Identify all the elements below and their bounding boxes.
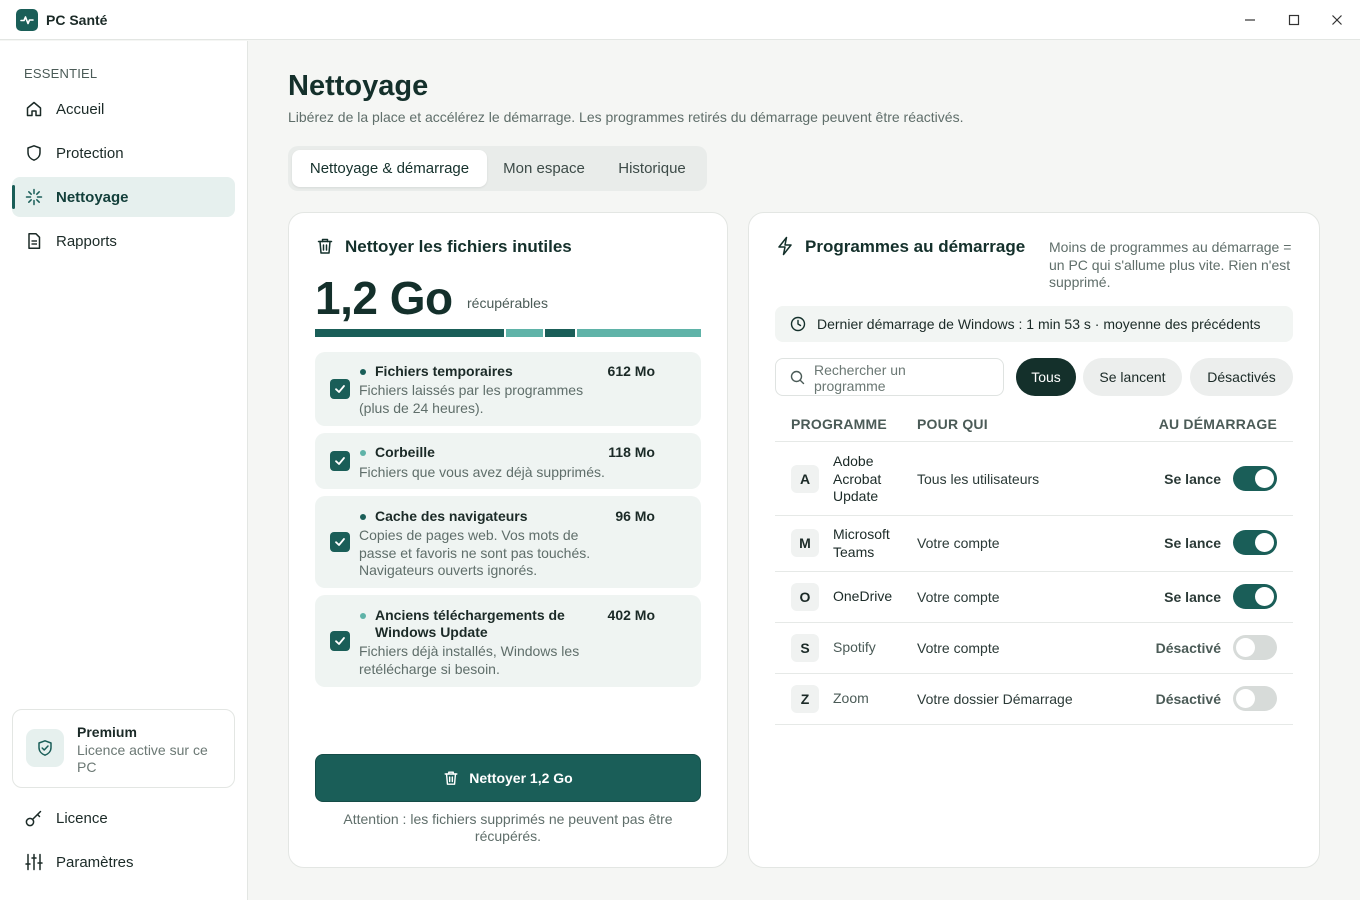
- trash-icon: [443, 770, 459, 786]
- divider: [775, 571, 1293, 572]
- item-desc: Fichiers que vous avez déjà supprimés.: [359, 464, 605, 480]
- tab-mon-espace[interactable]: Mon espace: [503, 160, 585, 177]
- startup-title: Programmes au démarrage: [805, 237, 1026, 256]
- startup-note: Moins de programmes au démarrage = un PC qui s'allume plus vite. Rien n'est supprimé.: [1049, 239, 1292, 290]
- item-name: Cache des navigateurs: [375, 508, 528, 524]
- sliders-icon: [24, 852, 44, 872]
- item-size: 612 Mo: [607, 363, 655, 379]
- sidebar-item-rapports[interactable]: [12, 221, 235, 261]
- sidebar-item-label: Nettoyage: [56, 188, 129, 206]
- cleanup-size-bar: [315, 329, 701, 337]
- lightning-icon: [776, 236, 794, 261]
- clock-icon: [790, 316, 806, 337]
- startup-toggle[interactable]: [1233, 584, 1277, 609]
- search-input[interactable]: [775, 358, 1004, 396]
- program-state: Désactivé: [1155, 640, 1221, 656]
- cleanup-item-temp[interactable]: [315, 352, 701, 426]
- item-size: 118 Mo: [608, 444, 655, 460]
- item-desc: Fichiers laissés par les programmes (plus de 24 heures).: [359, 382, 584, 416]
- program-who: Votre compte: [917, 535, 1000, 551]
- cleanup-total-unit: récupérables: [467, 295, 548, 311]
- item-dot: [360, 369, 366, 375]
- startup-toggle[interactable]: [1233, 635, 1277, 660]
- cleanup-total: 1,2 Go: [315, 272, 453, 324]
- size-bar-segment: [545, 329, 575, 337]
- document-icon: [24, 231, 44, 251]
- sidebar-item-label: Rapports: [56, 232, 117, 250]
- filter-tous[interactable]: Tous: [1016, 358, 1076, 396]
- program-letter: Z: [791, 685, 819, 713]
- program-who: Tous les utilisateurs: [917, 471, 1040, 487]
- item-size: 96 Mo: [615, 508, 655, 524]
- app-title: PC Santé: [46, 12, 108, 28]
- title-bar: [0, 0, 1360, 40]
- item-desc: Fichiers déjà installés, Windows les retélécharge si besoin.: [359, 643, 580, 677]
- program-letter: O: [791, 583, 819, 611]
- sidebar-item-nettoyage[interactable]: [12, 177, 235, 217]
- checkbox[interactable]: [330, 532, 350, 552]
- filter-desactives[interactable]: Désactivés: [1190, 358, 1293, 396]
- checkbox[interactable]: [330, 631, 350, 651]
- program-name: Adobe Acrobat Update: [833, 453, 882, 504]
- program-state: Désactivé: [1155, 691, 1221, 707]
- trash-icon: [316, 237, 334, 260]
- sidebar-item-label: Accueil: [56, 100, 105, 118]
- program-state: Se lance: [1164, 535, 1221, 551]
- program-who: Votre compte: [917, 640, 1000, 656]
- divider: [775, 515, 1293, 516]
- sparkle-icon: [24, 187, 44, 207]
- divider: [775, 724, 1293, 725]
- startup-card: [748, 212, 1320, 868]
- checkbox[interactable]: [330, 379, 350, 399]
- tab-historique[interactable]: Historique: [618, 160, 686, 177]
- cleanup-item-windows-update[interactable]: [315, 595, 701, 687]
- divider: [775, 622, 1293, 623]
- tab-nettoyage-demarrage[interactable]: Nettoyage & démarrage: [292, 150, 487, 187]
- column-header-programme: PROGRAMME: [791, 416, 887, 432]
- item-name: Fichiers temporaires: [375, 363, 513, 379]
- sidebar-item-accueil[interactable]: [12, 89, 235, 129]
- checkbox[interactable]: [330, 451, 350, 471]
- item-name: Corbeille: [375, 444, 435, 460]
- cleanup-item-browser-cache[interactable]: [315, 496, 701, 588]
- item-name: Anciens téléchargements de Windows Update: [375, 607, 565, 640]
- shield-icon: [24, 143, 44, 163]
- program-state: Se lance: [1164, 589, 1221, 605]
- search-placeholder: Rechercher un programme: [814, 362, 906, 394]
- divider: [775, 441, 1293, 442]
- item-desc: Copies de pages web. Vos mots de passe et favoris ne sont pas touchés. Navigateurs ouverts ignorés.: [359, 527, 591, 578]
- filter-se-lancent[interactable]: Se lancent: [1083, 358, 1182, 396]
- program-who: Votre dossier Démarrage: [917, 691, 1073, 707]
- program-who: Votre compte: [917, 589, 1000, 605]
- program-state: Se lance: [1164, 471, 1221, 487]
- tab-bar: [288, 146, 707, 191]
- divider: [775, 673, 1293, 674]
- startup-toggle[interactable]: [1233, 686, 1277, 711]
- last-boot-text: Dernier démarrage de Windows : 1 min 53 s · moyenne des précédents: [817, 316, 1261, 332]
- shield-check-icon: [26, 729, 64, 767]
- size-bar-segment: [577, 329, 701, 337]
- startup-toggle[interactable]: [1233, 530, 1277, 555]
- program-name: OneDrive: [833, 588, 893, 604]
- search-icon: [790, 370, 805, 390]
- page-title: Nettoyage: [288, 70, 429, 102]
- pulse-icon: [16, 9, 38, 31]
- sidebar-item-label: Protection: [56, 144, 124, 162]
- sidebar-item-protection[interactable]: [12, 133, 235, 173]
- page-subtitle: Libérez de la place et accélérez le démarrage. Les programmes retirés du démarrage peuvent être réactivés.: [288, 109, 964, 125]
- premium-title: Premium: [77, 724, 137, 740]
- size-bar-segment: [315, 329, 504, 337]
- premium-card: [12, 709, 235, 788]
- program-name: Zoom: [833, 690, 869, 706]
- sidebar-section-title: ESSENTIEL: [24, 66, 98, 81]
- home-icon: [24, 99, 44, 119]
- clean-button-label: Nettoyer 1,2 Go: [469, 770, 573, 786]
- sidebar-item-label: Paramètres: [56, 853, 134, 871]
- program-letter: A: [791, 465, 819, 493]
- program-name: Spotify: [833, 639, 876, 655]
- cleanup-item-trash[interactable]: [315, 433, 701, 489]
- program-letter: S: [791, 634, 819, 662]
- column-header-pour-qui: POUR QUI: [917, 416, 988, 432]
- clean-button[interactable]: [315, 754, 701, 802]
- close-icon[interactable]: [1322, 6, 1352, 34]
- cleanup-card: [288, 212, 728, 868]
- item-dot: [360, 514, 366, 520]
- size-bar-segment: [506, 329, 543, 337]
- cleanup-warning: Attention : les fichiers supprimés ne peuvent pas être récupérés.: [343, 811, 673, 844]
- sidebar: [0, 41, 248, 900]
- program-name: Microsoft Teams: [833, 526, 890, 560]
- program-letter: M: [791, 529, 819, 557]
- key-icon: [24, 808, 44, 828]
- maximize-icon[interactable]: [1279, 6, 1309, 34]
- item-size: 402 Mo: [607, 607, 655, 623]
- last-boot-banner: [775, 306, 1293, 342]
- sidebar-item-label: Licence: [56, 809, 108, 827]
- cleanup-title: Nettoyer les fichiers inutiles: [345, 237, 572, 256]
- column-header-au-demarrage: AU DÉMARRAGE: [1158, 416, 1277, 432]
- sidebar-item-licence[interactable]: [12, 798, 235, 838]
- item-dot: [360, 613, 366, 619]
- premium-subtitle: Licence active sur ce PC: [77, 742, 208, 775]
- item-dot: [360, 450, 366, 456]
- minimize-icon[interactable]: [1235, 6, 1265, 34]
- startup-toggle[interactable]: [1233, 466, 1277, 491]
- sidebar-item-parametres[interactable]: [12, 842, 235, 882]
